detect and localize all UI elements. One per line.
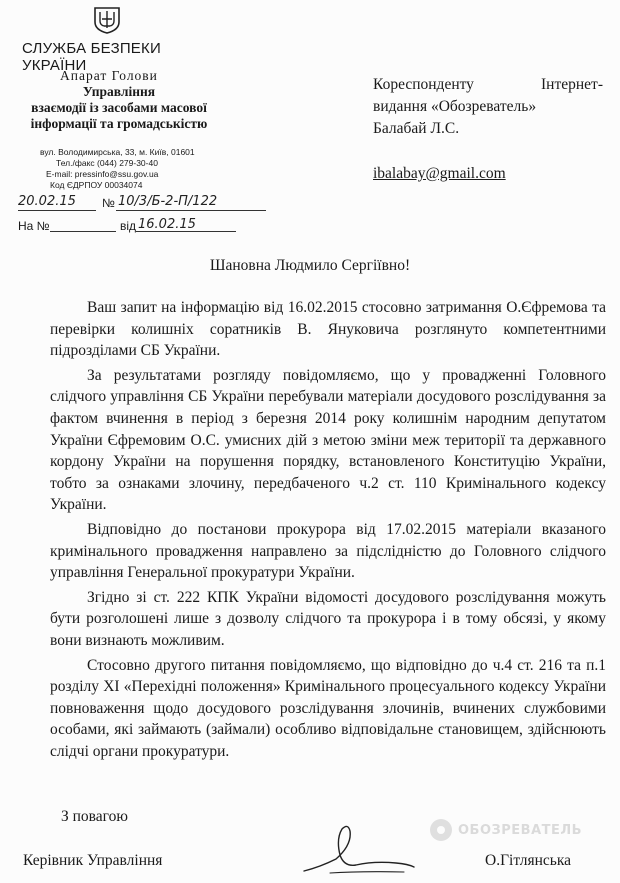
signer-name: О.Гітлянська	[485, 852, 572, 869]
letter-body	[50, 297, 606, 765]
organization-name: СЛУЖБА БЕЗПЕКИ УКРАЇНИ	[22, 40, 161, 74]
department-name: Управління взаємодії із засобами масової інформації та громадськістю	[30, 84, 208, 131]
paragraph: Згідно зі ст. 222 КПК України відомості досудового розслідування можуть бути розголошені лише з дозволу слідчого та прокурора і в тому обсязі, у якому вони визнають можливим.	[50, 588, 606, 649]
paragraph: Відповідно до постанови прокурора від 17.02.2015 матеріали вказаного кримінального провадження направлено за підслідністю до Головного слідчого управління Генеральної прокуратури України.	[50, 520, 606, 582]
recipient-email-link[interactable]: ibalabay@gmail.com	[373, 165, 506, 182]
apparatus-name: Апарат Голови	[60, 68, 158, 83]
greeting: Шановна Людмило Сергіївно!	[209, 257, 411, 274]
address-phone: Тел./факс (044) 279-30-40	[56, 158, 158, 168]
recipient-line-2: видання «Обозреватель»	[373, 98, 537, 115]
address-street: вул. Володимирська, 33, м. Київ, 01601	[40, 147, 195, 157]
signer-title: Керівник Управління	[23, 852, 163, 869]
registration-number: 10/3/Б-2-П/122	[118, 194, 218, 209]
registration-date-underline	[18, 210, 96, 211]
recipient-line-3: Балабай Л.С.	[373, 120, 460, 137]
handwritten-signature	[300, 815, 418, 877]
paragraph: За результатами розгляду повідомляємо, що у провадженні Головного слідчого управління СБ України перебували матеріали досудового розслідування за фактом вчинення в період з березня 2014 року колишнім народним депутатом України Єфремовим О.С. умисних дій з метою зміни меж території та державного кордону України на порушення порядку, встановленого Конституцію України, тобто за ознаками злочину, передбаченого ч.2 ст. 110 Кримінального кодексу України.	[50, 366, 606, 514]
watermark-text: ОБОЗРЕВАТЕЛЬ	[458, 822, 583, 838]
reply-date: 16.02.15	[138, 217, 196, 232]
recipient-line-1-right: Інтернет-	[541, 76, 603, 93]
publisher-watermark	[430, 819, 582, 841]
reply-date-underline	[136, 231, 236, 232]
paragraph: Ваш запит на інформацію від 16.02.2015 стосовно затримання О.Єфремова та перевірки колишніх соратників В. Януковича розглянуто компетентними підрозділами СБ України.	[50, 299, 606, 360]
closing-phrase: З повагою	[61, 808, 128, 825]
registration-date: 20.02.15	[18, 194, 76, 209]
registration-number-label: №	[102, 196, 115, 210]
registration-number-underline	[116, 210, 266, 211]
reply-number-blank	[50, 231, 116, 232]
address-block	[40, 147, 220, 191]
address-email: E-mail: pressinfo@ssu.gov.ua	[46, 169, 159, 179]
reply-number-label: На №	[18, 219, 50, 233]
paragraph: Стосовно другого питання повідомляємо, що відповідно до ч.4 ст. 216 та п.1 розділу XI «Перехідні положення» Кримінального процесуального кодексу України повноваження щодо досудового розслідування злочинів, вчинених службовими особами, які займають (займали) особливо відповідальне становищем, здійснюють слідчі органи прокуратури.	[50, 656, 606, 760]
address-code: Код ЄДРПОУ 00034074	[50, 180, 143, 190]
globe-logo-icon	[430, 819, 452, 841]
recipient-block	[373, 74, 603, 140]
recipient-line-1-left: Кореспонденту	[373, 76, 474, 93]
trident-emblem-icon	[92, 6, 122, 34]
reply-date-label: від	[120, 219, 137, 233]
